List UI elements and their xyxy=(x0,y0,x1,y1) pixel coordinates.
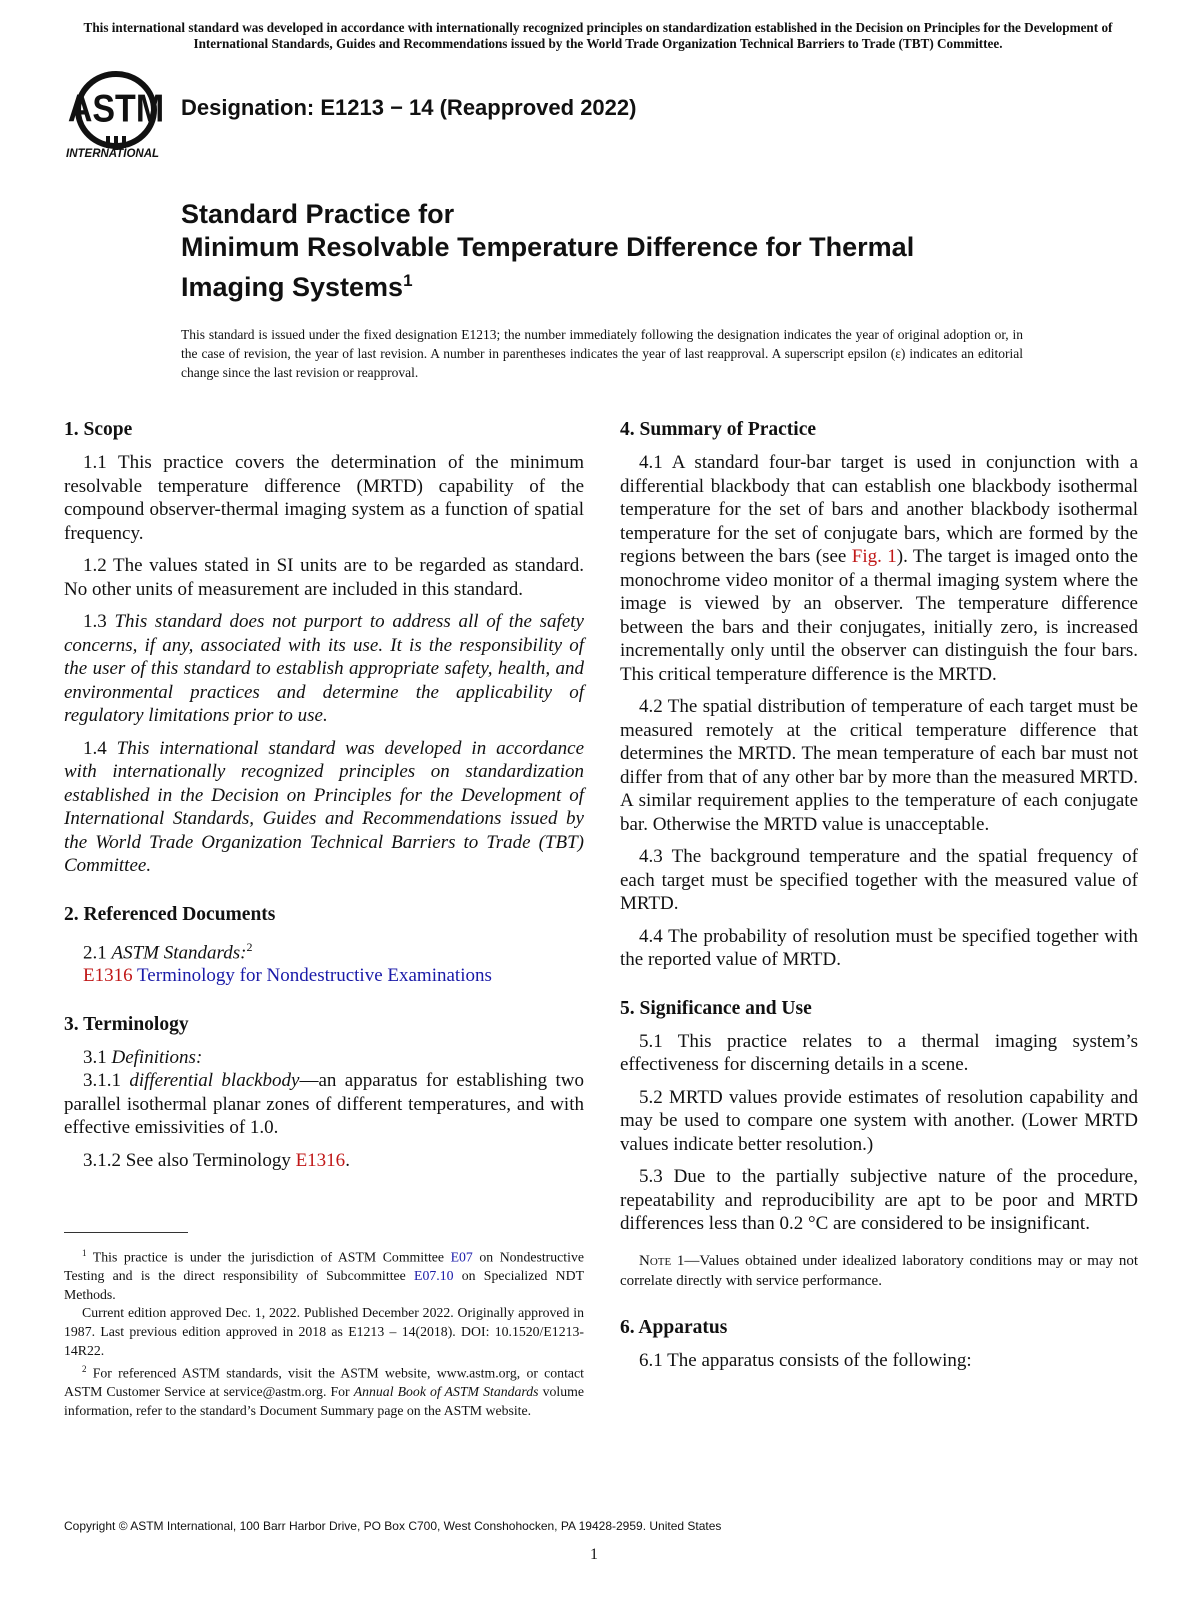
section-5-heading: 5. Significance and Use xyxy=(620,997,812,1019)
section-2-heading: 2. Referenced Documents xyxy=(64,903,276,925)
title-line-1: Standard Practice for xyxy=(181,199,455,229)
footnote-2 xyxy=(64,1360,584,1420)
para-3-1 xyxy=(64,1046,584,1070)
issued-note: This standard is issued under the fixed designation E1213; the number immediately following the designation indicates the year of original adoption or, in the case of revision, the year of last revision. A number in parentheses indicates the year of last reapproval. A superscript epsilon (ε) indicates an editorial change since the last revision or reapproval. xyxy=(181,327,1023,380)
astm-logo xyxy=(66,70,168,166)
para-5-2: 5.2 MRTD values provide estimates of resolution capability and may be used to compare one system with another. (Lower MRTD values indicate better resolution.) xyxy=(620,1086,1138,1155)
note-1-label: Note 1 xyxy=(639,1252,685,1269)
footnote-1-text-a: This practice is under the jurisdiction of ASTM Committee xyxy=(92,1249,451,1265)
para-6-1: 6.1 The apparatus consists of the following: xyxy=(639,1349,972,1371)
fig-1-link[interactable]: Fig. 1 xyxy=(851,546,897,567)
section-4-heading: 4. Summary of Practice xyxy=(620,419,817,440)
footnote-edition: Current edition approved Dec. 1, 2022. Published December 2022. Originally approved in 1987. Last previous edition approved in 2018 as E1213 – 14(2018). DOI: 10.1520/E1213-14R22. xyxy=(64,1305,584,1358)
para-4-2: 4.2 The spatial distribution of temperature of each target must be measured remotely at the critical temperature difference that determines the MRTD. The mean temperature of each bar must not differ from that of any other bar by more than the measured MRTD. A similar requirement applies to the temperature of each conjugate bar. Otherwise the MRTD value is unacceptable. xyxy=(620,696,1138,835)
para-3-1-2 xyxy=(64,1149,584,1173)
para-3-1-2-text: 3.1.2 See also Terminology xyxy=(83,1149,296,1171)
reference-e1316[interactable] xyxy=(64,964,584,988)
logo-text: INTERNATIONAL xyxy=(66,148,160,160)
footnote-1-text-c: on Specialized NDT Methods. xyxy=(64,1268,584,1302)
para-1-2: 1.2 The values stated in SI units are to be regarded as standard. No other units of measurement are included in this standard. xyxy=(64,555,584,600)
footnote-divider xyxy=(64,1232,188,1233)
title-line-3 xyxy=(181,264,914,304)
title-footnote-mark: 1 xyxy=(403,271,413,290)
para-3-1-1 xyxy=(64,1069,584,1140)
title-line-2: Minimum Resolvable Temperature Difference for Thermal xyxy=(181,232,915,262)
footnotes xyxy=(64,1244,584,1421)
para-4-4: 4.4 The probability of resolution must be specified together with the reported value of MRTD. xyxy=(620,925,1138,970)
para-4-1-text-b: ). The target is imaged onto the monochrome video monitor of a thermal imaging system where the image is viewed by an observer. The temperature difference between the bars and their conjugates, initially zero, is increased incrementally only until the observer can distinguish the four bars. This critical temperature difference is the MRTD. xyxy=(620,546,1138,685)
para-5-1: 5.1 This practice relates to a thermal imaging system’s effectiveness for discerning details in a scene. xyxy=(620,1030,1138,1075)
para-1-4-text: This international standard was developed in accordance with internationally recognized principles on standardization established in the Decision on Principles for the Development of International Standards, Guides and Recommendations issued by the World Trade Organization Technical Barriers to Trade (TBT) Committee. xyxy=(64,737,585,876)
para-1-4 xyxy=(64,737,584,878)
title-line-3-text: Imaging Systems xyxy=(181,272,404,302)
document-title xyxy=(181,198,914,304)
svg-text:ASTM: ASTM xyxy=(67,86,165,131)
footnote-1-mark: 1 xyxy=(82,1248,87,1258)
para-1-1: 1.1 This practice covers the determination of the minimum resolvable temperature difference (MRTD) capability of the compound observer-thermal imaging system as a function of spatial frequency. xyxy=(64,452,584,544)
footnote-2-text-a: For referenced ASTM standards, visit the ASTM website, www.astm.org, or contact ASTM Customer Service at service@astm.org. For xyxy=(64,1365,584,1400)
para-5-3: 5.3 Due to the partially subjective nature of the procedure, repeatability and reproducibility are apt to be poor and MRTD differences less than 0.2 °C are considered to be insignificant. xyxy=(620,1166,1138,1234)
section-1-heading: 1. Scope xyxy=(64,419,133,440)
para-1-3-num: 1.3 xyxy=(83,611,107,632)
para-2-1-num: 2.1 xyxy=(83,941,107,963)
footnote-2-italic: Annual Book of ASTM Standards xyxy=(353,1384,539,1400)
left-column xyxy=(64,418,584,1181)
para-3-1-1-num: 3.1.1 xyxy=(83,1070,121,1092)
para-3-1-2-end: . xyxy=(345,1149,350,1171)
para-2-1-sup: 2 xyxy=(246,939,253,954)
para-4-1 xyxy=(620,451,1138,686)
note-1 xyxy=(620,1251,1138,1291)
para-1-3 xyxy=(64,610,584,728)
para-3-1-1-text: —an apparatus for establishing two parallel isothermal planar zones of different temperatures, and with effective emissivities of 1.0. xyxy=(64,1070,585,1139)
para-4-1-text-a: 4.1 A standard four-bar target is used in conjunction with a differential blackbody that can establish one blackbody isothermal temperature for the set of bars and another blackbody isothermal temperature for the set of conjugate bars, which are formed by the regions between the bars (see xyxy=(620,452,1138,567)
footnote-1-text-b: on Nondestructive Testing and is the direct responsibility of Subcommittee xyxy=(64,1249,584,1284)
footnote-2-text-b: volume information, refer to the standard’s Document Summary page on the ASTM website. xyxy=(64,1384,584,1418)
section-6-heading: 6. Apparatus xyxy=(620,1316,728,1338)
section-3-heading: 3. Terminology xyxy=(64,1013,189,1035)
copyright: Copyright © ASTM International, 100 Barr Harbor Drive, PO Box C700, West Conshohocken, PA 19428-2959. United States xyxy=(64,1519,722,1533)
ref-code-link[interactable]: E1316 xyxy=(83,965,133,987)
footnote-1 xyxy=(64,1244,584,1304)
para-1-3-text: This standard does not purport to address all of the safety concerns, if any, associated with its use. It is the responsibility of the user of this standard to establish appropriate safety, health, and environmental practices and determine the applicability of regulatory limitations prior to use. xyxy=(64,611,584,726)
e1316-link[interactable]: E1316 xyxy=(295,1149,346,1171)
para-1-4-num: 1.4 xyxy=(83,737,107,759)
right-column xyxy=(620,418,1138,1381)
para-3-1-num: 3.1 xyxy=(83,1046,107,1068)
header-notice: This international standard was developed in accordance with internationally recognized principles on standardization established in the Decision on Principles for the Development of International Standards, Guides and Recommendations issued by the World Trade Organization Technical Barriers to Trade (TBT) Committee. xyxy=(83,20,1113,51)
footnote-2-mark: 2 xyxy=(82,1364,87,1375)
term-differential-blackbody: differential blackbody xyxy=(129,1070,300,1092)
page-number: 1 xyxy=(590,1546,598,1563)
e07-10-link[interactable]: E07.10 xyxy=(414,1268,454,1284)
designation: Designation: E1213 − 14 (Reapproved 2022) xyxy=(181,95,637,120)
note-1-text: —Values obtained under idealized laboratory conditions may or may not correlate directly with service performance. xyxy=(620,1252,1138,1289)
e07-link[interactable]: E07 xyxy=(450,1249,473,1265)
para-2-1 xyxy=(64,936,584,965)
ref-title-link[interactable]: Terminology for Nondestructive Examinations xyxy=(137,965,492,987)
para-3-1-text: Definitions: xyxy=(111,1046,203,1068)
para-2-1-text: ASTM Standards: xyxy=(111,941,247,963)
para-4-3: 4.3 The background temperature and the spatial frequency of each target must be specified together with the measured value of MRTD. xyxy=(620,846,1138,914)
